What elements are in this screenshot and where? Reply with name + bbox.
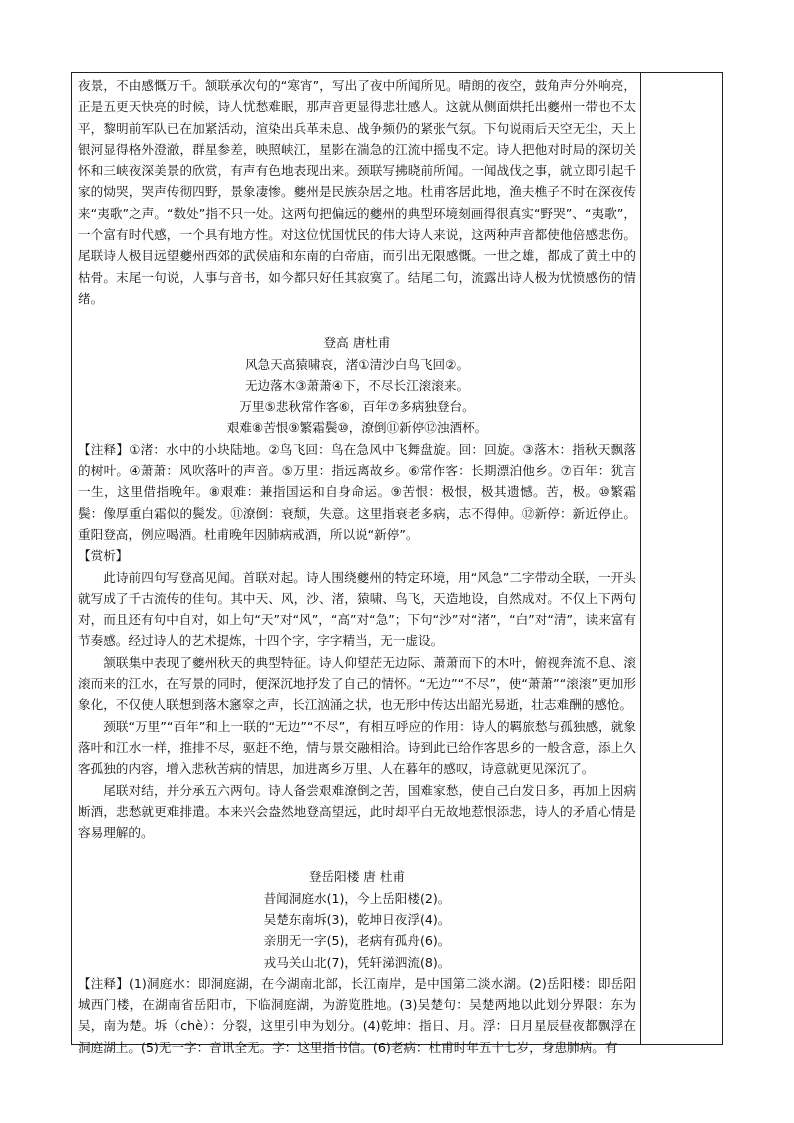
column-divider bbox=[640, 73, 641, 1044]
poem2-line-3: 亲朋无一字(5)，老病有孤舟(6)。 bbox=[263, 933, 451, 949]
poem2-line-1: 昔闻洞庭水(1)，今上岳阳楼(2)。 bbox=[263, 890, 451, 906]
poem1-notes: 【注释】①渚：水中的小块陆地。②鸟飞回：鸟在急风中飞舞盘旋。回：回旋。③落木：指秋天飘落的树叶。④萧萧：风吹落叶的声音。⑤万里：指远离故乡。⑥常作客：长期漂泊他乡。⑦百年：犹言一生，这里借指晚年。⑧艰难：兼指国运和自身命运。⑨苦恨：极恨，极其遗憾。苦，极。⑩繁霜鬓：像厚重白霜似的鬓发。⑪潦倒：衰颓，失意。这里指衰老多病，志不得伸。⑫新停：新近停止。重阳登高，例应喝酒。杜甫晚年因肺病戒酒，所以说“新停”。 bbox=[78, 441, 636, 542]
appreciation-paragraph-1: 此诗前四句写登高见闻。首联对起。诗人围绕夔州的特定环境，用“风急”二字带动全联，一开头就写成了千古流传的佳句。其中天、风，沙、渚，猿啸、鸟飞，天造地设，自然成对。不仅上下两句对，而且还有句中自对，如上句“天”对“风”，“高”对“急”；下句“沙”对“渚”，“白”对“清”，读来富有节奏感。经过诗人的艺术提炼，十四个字，字字精当，无一虚设。 bbox=[78, 569, 636, 649]
appreciation-paragraph-4: 尾联对结，并分承五六两句。诗人备尝艰难潦倒之苦，国难家愁，使自己白发日多，再加上因病断酒，悲愁就更难排遣。本来兴会盎然地登高望远，此时却平白无故地惹恨添悲，诗人的矛盾心情是容易理解的。 bbox=[78, 782, 636, 841]
poem1-title: 登高 唐杜甫 bbox=[323, 335, 391, 351]
poem1-line-2: 无边落木③萧萧④下，不尽长江滚滚来。 bbox=[244, 377, 470, 393]
poem1-appreciation-label: 【赏析】 bbox=[78, 548, 129, 564]
poem1-line-4: 艰难⑧苦恨⑨繁霜鬓⑩，潦倒⑪新停⑫浊酒杯。 bbox=[226, 420, 488, 436]
poem2-title: 登岳阳楼 唐 杜甫 bbox=[308, 869, 406, 885]
lesson-table bbox=[71, 72, 723, 1055]
appreciation-paragraph-2: 颔联集中表现了夔州秋天的典型特征。诗人仰望茫无边际、萧萧而下的木叶，俯视奔流不息、滚滚而来的江水，在写景的同时，便深沉地抒发了自己的情怀。“无边”“不尽”，使“萧萧”“滚滚”更加形象化，不仅使人联想到落木窸窣之声，长江汹涌之状，也无形中传达出韶光易逝，壮志难酬的感怆。 bbox=[78, 654, 636, 713]
poem1-line-1: 风急天高猿啸哀，渚①清沙白鸟飞回②。 bbox=[244, 356, 470, 372]
poem1-line-3: 万里⑤悲秋常作客⑥，百年⑦多病独登台。 bbox=[239, 399, 475, 415]
lesson-content bbox=[78, 75, 636, 1058]
intro-paragraph: 夜景，不由感慨万千。颔联承次句的“寒宵”，写出了夜中所闻所见。晴朗的夜空，鼓角声分外响亮，正是五更天快亮的时候，诗人忧愁难眠，那声音更显得悲壮感人。这就从侧面烘托出夔州一带也不太平，黎明前军队已在加紧活动，渲染出兵革未息、战争频仍的紧张气氛。下句说雨后天空无尘，天上银河显得格外澄澈，群星参差，映照峡江，星影在湍急的江流中摇曳不定。诗人把他对时局的深切关怀和三峡夜深美景的欣赏，有声有色地表现出来。颈联写拂晓前所闻。一闻战伐之事，就立即引起千家的恸哭，哭声传彻四野，景象凄惨。夔州是民族杂居之地。杜甫客居此地，渔夫樵子不时在深夜传来“夷歌”之声。“数处”指不只一处。这两句把偏远的夔州的典型环境刻画得很真实“野哭”、“夷歌”，一个富有时代感，一个具有地方性。对这位忧国忧民的伟大诗人来说，这两种声音都使他倍感悲伤。尾联诗人极目远望夔州西郊的武侯庙和东南的白帝庙，而引出无限感慨。一世之雄，都成了黄土中的枯骨。末尾一句说，人事与音书，如今都只好任其寂寞了。结尾二句，流露出诗人极为忧愤感伤的情绪。 bbox=[78, 78, 636, 306]
poem2-notes: 【注释】(1)洞庭水：即洞庭湖，在今湖南北部，长江南岸，是中国第二淡水湖。(2)岳阳楼：即岳阳城西门楼，在湖南省岳阳市，下临洞庭湖，为游览胜地。(3)吴楚句：吴楚两地以此划分界限：东为吴，南为楚。坼（chè）：分裂，这里引申为划分。(4)乾坤：指日、月。浮：日月星辰昼夜都飘浮在洞庭湖上。(5)无一字：音讯全无。字：这里指书信。(6)老病：杜甫时年五十七岁，身患肺病。有 bbox=[78, 975, 636, 1055]
poem2-line-4: 戎马关山北(7)，凭轩涕泗流(8)。 bbox=[263, 954, 451, 970]
poem2-line-2: 吴楚东南坼(3)，乾坤日夜浮(4)。 bbox=[263, 911, 451, 927]
appreciation-paragraph-3: 颈联“万里”“百年”和上一联的“无边”“不尽”，有相互呼应的作用：诗人的羁旅愁与孤独感，就象落叶和江水一样，推排不尽，驱赶不绝，情与景交融相洽。诗到此已给作客思乡的一般含意，添上久客孤独的内容，增入悲秋苦病的情思，加进离乡万里、人在暮年的感叹，诗意就更见深沉了。 bbox=[78, 718, 636, 777]
